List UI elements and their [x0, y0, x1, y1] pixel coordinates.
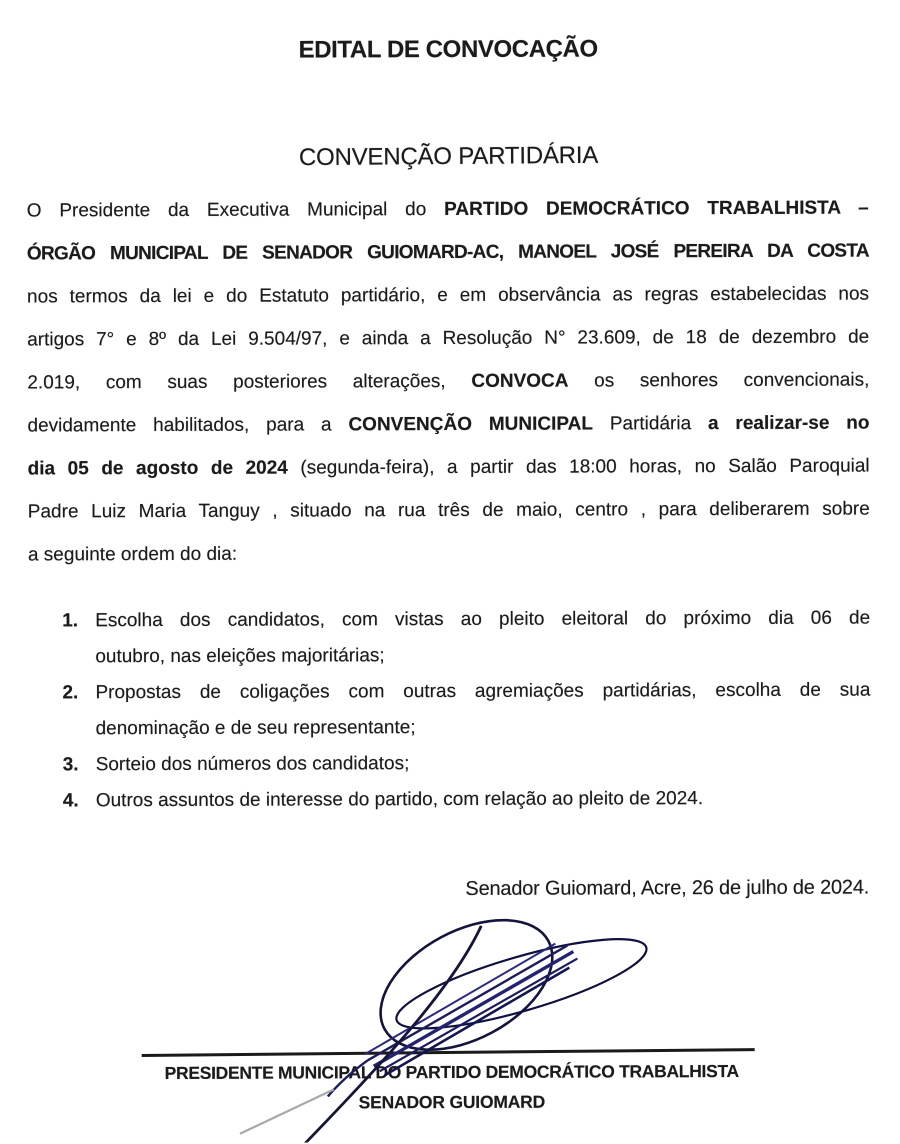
paragraph-text: a seguinte ordem do dia:: [27, 543, 238, 566]
paragraph-line-6: [27, 402, 869, 448]
paragraph-text-bold: ÓRGÃO MUNICIPAL DE SENADOR GUIOMARD-AC, MANOEL JOSÉ PEREIRA DA COSTA: [26, 240, 869, 265]
signatory-org: SENADOR GUIOMARD: [358, 1091, 546, 1113]
paragraph-text-bold: a realizar-se no: [707, 412, 870, 435]
paragraph-line-2: [27, 230, 869, 276]
agenda-item-3: [63, 745, 871, 784]
agenda-item-number: 2.: [62, 682, 79, 704]
agenda-item-line: Sorteio dos números dos candidatos;: [95, 753, 410, 776]
agenda-item-line: Escolha dos candidatos, com vistas ao pleito eleitoral do próximo dia 06 de: [95, 607, 871, 632]
agenda-item-line: Propostas de coligações com outras agremiações partidárias, escolha de sua: [95, 679, 871, 704]
paragraph-text-bold: PARTIDO DEMOCRÁTICO TRABALHISTA –: [444, 197, 869, 221]
paragraph-text: Partidária: [592, 413, 709, 435]
paragraph-text-bold: dia 05 de agosto de 2024: [27, 457, 301, 480]
paragraph-line-3: [27, 273, 869, 319]
agenda-item-line: denominação e de seu representante;: [95, 717, 416, 740]
agenda-item-text: [95, 673, 870, 748]
document-title: EDITAL DE CONVOCAÇÃO: [298, 35, 598, 64]
paragraph-text: os senhores convencionais,: [568, 369, 870, 392]
signatory-role: PRESIDENTE MUNICIPAL DO PARTIDO DEMOCRÁTICO TRABALHISTA: [164, 1060, 739, 1083]
agenda-item-number: 4.: [62, 790, 79, 812]
paragraph-text: 2.019, com suas posteriores alterações,: [27, 370, 472, 394]
paragraph-text: O Presidente da Executiva Municipal do: [26, 199, 445, 222]
paragraph-line-1: [27, 187, 869, 233]
agenda-item-1: [62, 601, 870, 676]
paragraph-text-bold: CONVOCA: [471, 370, 569, 392]
agenda-item-line: Outros assuntos de interesse do partido, com relação ao pleito de 2024.: [95, 788, 704, 812]
paragraph-text: artigos 7° e 8º da Lei 9.504/97, e ainda a Resolução N° 23.609, de 18 de dezembro de: [27, 326, 870, 351]
paragraph-line-5: [27, 359, 869, 405]
paragraph-text: devidamente habilitados, para a: [27, 414, 349, 437]
document-subtitle: CONVENÇÃO PARTIDÁRIA: [298, 141, 599, 172]
agenda-item-line: outubro, nas eleições majoritárias;: [95, 645, 385, 668]
agenda-item-number: 3.: [62, 754, 79, 776]
agenda-item-2: [62, 673, 870, 748]
dateline: Senador Guiomard, Acre, 26 de julho de 2024.: [465, 876, 870, 900]
paragraph-line-8: [28, 488, 870, 534]
paragraph-text-bold: CONVENÇÃO MUNICIPAL: [348, 413, 593, 436]
body-paragraph: [27, 187, 870, 577]
agenda-list: [62, 601, 871, 820]
paragraph-line-7: [28, 445, 870, 491]
paragraph-text: nos termos da lei e do Estatuto partidário, e em observância as regras estabelecidas nos: [27, 283, 870, 308]
agenda-item-number: 1.: [62, 610, 79, 632]
paragraph-line-9: [28, 531, 870, 577]
paragraph-text: Padre Luiz Maria Tanguy , situado na rua três de maio, centro , para deliberarem sobre: [27, 498, 870, 523]
paragraph-text: (segunda-feira), a partir das 18:00 horas, no Salão Paroquial: [300, 455, 870, 479]
agenda-item-4: [63, 781, 871, 820]
agenda-item-text: [96, 745, 871, 784]
signature-rule: [142, 1048, 755, 1057]
agenda-item-text: [95, 601, 870, 676]
paragraph-line-4: [27, 316, 869, 362]
agenda-item-text: [96, 781, 871, 820]
